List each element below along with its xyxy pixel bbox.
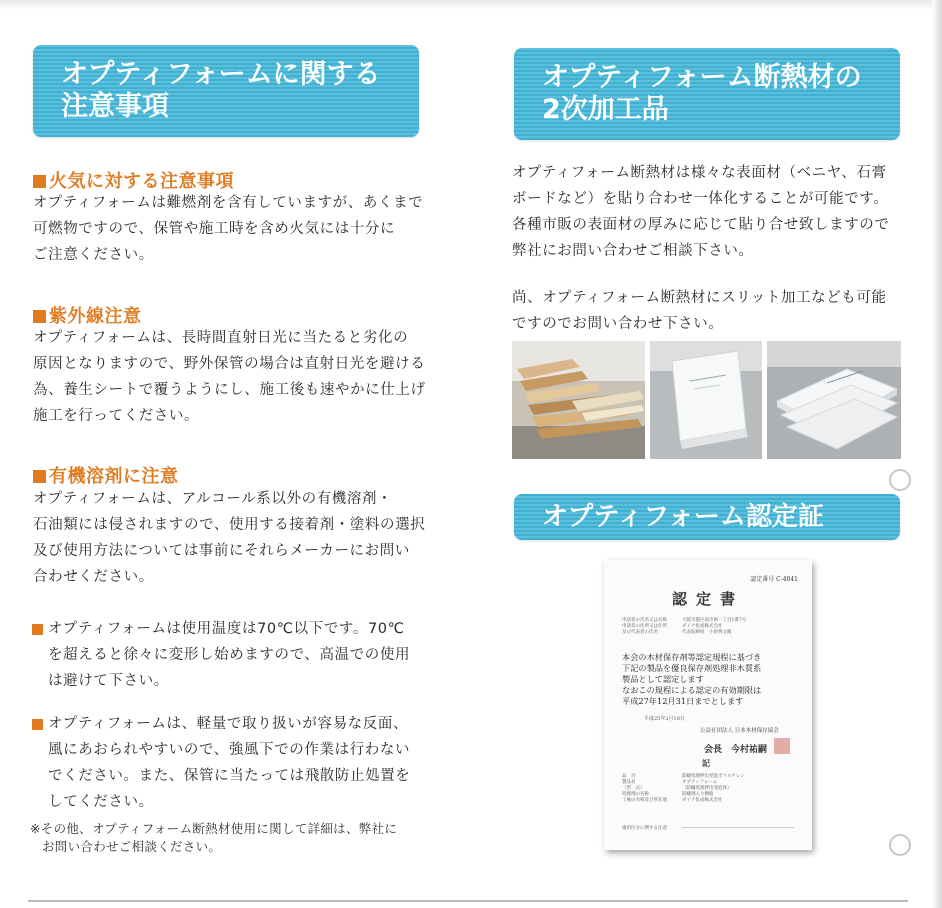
uv-paragraph: [33, 325, 426, 429]
precautions-banner-line2: 注意事項: [61, 91, 169, 122]
text-line: でください。また、保管に当たっては飛散防止処置を: [48, 768, 411, 784]
binder-ring-icon: [889, 834, 911, 856]
text-line: 可燃物ですので、保管や施工時を含め火気には十分に: [33, 221, 396, 237]
text-line: を超えると徐々に変形し始めますので、高温での使用: [48, 647, 411, 663]
text-line: ※その他、オプティフォーム断熱材使用に関して詳細は、弊社に: [30, 821, 398, 836]
text-line: お問い合わせご相談ください。: [42, 839, 222, 854]
certificate-president: 会長 今村祐嗣: [704, 745, 768, 755]
text-line: なおこの規程による認定の有効期限は: [622, 685, 762, 695]
text-line: 申請者の氏名又は名称: [622, 618, 667, 623]
text-line: 各種市販の表面材の厚みに応じて貼り合せ致しますので: [512, 217, 890, 233]
text-line: 大阪市港区南市岡一丁目1番7号: [682, 618, 747, 623]
secondary-banner-line1: オプティフォーム断熱材の: [542, 62, 862, 93]
certificate-document: [604, 560, 812, 850]
certificate-banner: [514, 494, 900, 540]
laminated-boards-photo: [512, 341, 645, 459]
text-line: 本会の木材保存剤等認定規程に基づき: [622, 652, 762, 662]
text-line: 平成27年12月31日までとします: [622, 696, 744, 706]
text-line: 及び代表者の氏名: [622, 630, 658, 635]
orange-square-icon: [33, 470, 46, 483]
certificate-footer: 適用区分に関する注意: [622, 826, 667, 831]
text-line: 下記の製品を優良保存剤処理非木質系: [622, 663, 762, 673]
text-line: 代表取締役 小原秀文殿: [682, 630, 732, 635]
text-line: 防蟻剤入り樹脂: [682, 792, 714, 797]
certificate-banner-text: オプティフォーム認定証: [542, 502, 824, 532]
solvent-paragraph: [33, 486, 425, 590]
text-line: 工場の名称及び所在地: [622, 798, 667, 803]
secondary-processing-banner: [514, 48, 900, 140]
solvent-heading: [33, 462, 179, 488]
text-line: ご注意ください。: [33, 247, 154, 263]
footnote: [30, 820, 397, 856]
certificate-footer-lines: [682, 827, 794, 833]
text-line: 防蟻処理押出発泡ポリスチレン: [682, 774, 745, 779]
text-line: オプティフォームは、アルコール系以外の有機溶剤・: [33, 491, 393, 507]
text-line: ですのでお問い合わせ下さい。: [512, 316, 724, 332]
certificate-date: 平成25年2月18日: [644, 716, 685, 722]
text-line: 処理剤の名称: [622, 792, 649, 797]
certificate-organization: 公益社団法人 日本木材保存協会: [700, 728, 779, 734]
certificate-title: 認定書: [671, 590, 744, 608]
precautions-banner-line1: オプティフォームに関する: [61, 59, 381, 90]
orange-square-icon: [33, 175, 46, 188]
secondary-banner-line2: 2次加工品: [542, 94, 669, 125]
stacked-panels-photo: [650, 341, 762, 459]
page-right-edge: [932, 0, 942, 908]
temperature-bullet: [48, 616, 410, 694]
text-line: してください。: [48, 794, 154, 810]
applicant-values: [682, 618, 746, 636]
text-line: オプティフォームは使用温度は70℃以下です。70℃: [48, 621, 405, 637]
page-top-edge: [0, 0, 942, 10]
orange-square-icon: [33, 310, 46, 323]
text-line: 風にあおられやすいので、強風下での作業は行わない: [48, 742, 411, 758]
item-values: [682, 774, 745, 804]
precautions-banner: [33, 45, 419, 137]
text-line: は避けて下さい。: [48, 673, 169, 689]
orange-square-icon: [32, 719, 43, 730]
solvent-heading-text: 有機溶剤に注意: [49, 466, 179, 487]
text-line: オプティフォーム: [682, 780, 718, 785]
binder-ring-icon: [889, 469, 911, 491]
orange-square-icon: [32, 624, 43, 635]
item-labels: [622, 774, 667, 804]
text-line: （型 式）: [622, 786, 645, 791]
text-line: 原因となりますので、野外保管の場合は直射日光を避ける: [33, 356, 426, 372]
text-line: ダイナ化成株式会社: [682, 798, 723, 803]
text-line: 合わせください。: [33, 569, 154, 585]
certificate-ki: 記: [702, 758, 710, 768]
text-line: オプティフォームは難燃剤を含有していますが、あくまで: [33, 195, 424, 211]
text-line: ボードなど）を貼り合わせ一体化することが可能です。: [512, 191, 889, 207]
text-line: 製品名: [622, 780, 636, 785]
applicant-labels: [622, 618, 667, 636]
official-seal-icon: [774, 738, 790, 754]
text-line: ダイナ化成株式会社: [682, 624, 723, 629]
text-line: 施工を行ってください。: [33, 408, 200, 424]
text-line: オプティフォームは、長時間直射日光に当たると劣化の: [33, 330, 409, 346]
certificate-number: 認定番号 C-4041: [750, 576, 798, 583]
text-line: 品 目: [622, 774, 636, 779]
fire-paragraph: [33, 190, 423, 268]
slit-paragraph: [512, 285, 887, 337]
text-line: 為、養生シートで覆うようにし、施工後も速やかに仕上げ: [33, 382, 426, 398]
text-line: （防蟻処理押出発泡体）: [682, 786, 732, 791]
bottom-divider: [28, 900, 908, 902]
wind-bullet: [48, 711, 410, 815]
fire-heading-text: 火気に対する注意事項: [49, 171, 234, 192]
text-line: 製品として認定します: [622, 674, 704, 684]
text-line: 石油類には侵されますので、使用する接着剤・塗料の選択: [33, 517, 426, 533]
uv-heading-text: 紫外線注意: [49, 306, 142, 327]
text-line: 弊社にお問い合わせご相談下さい。: [512, 243, 754, 259]
text-line: 及び使用方法については事前にそれらメーカーにお問い: [33, 543, 410, 559]
text-line: 申請者の住所又は住所: [622, 624, 667, 629]
text-line: 尚、オプティフォーム断熱材にスリット加工なども可能: [512, 290, 887, 306]
certificate-body: [622, 652, 761, 707]
processing-paragraph: [512, 160, 890, 264]
text-line: オプティフォームは、軽量で取り扱いが容易な反面、: [48, 716, 409, 732]
foam-sheets-photo: [767, 341, 901, 459]
text-line: オプティフォーム断熱材は様々な表面材（ベニヤ、石膏: [512, 165, 887, 181]
